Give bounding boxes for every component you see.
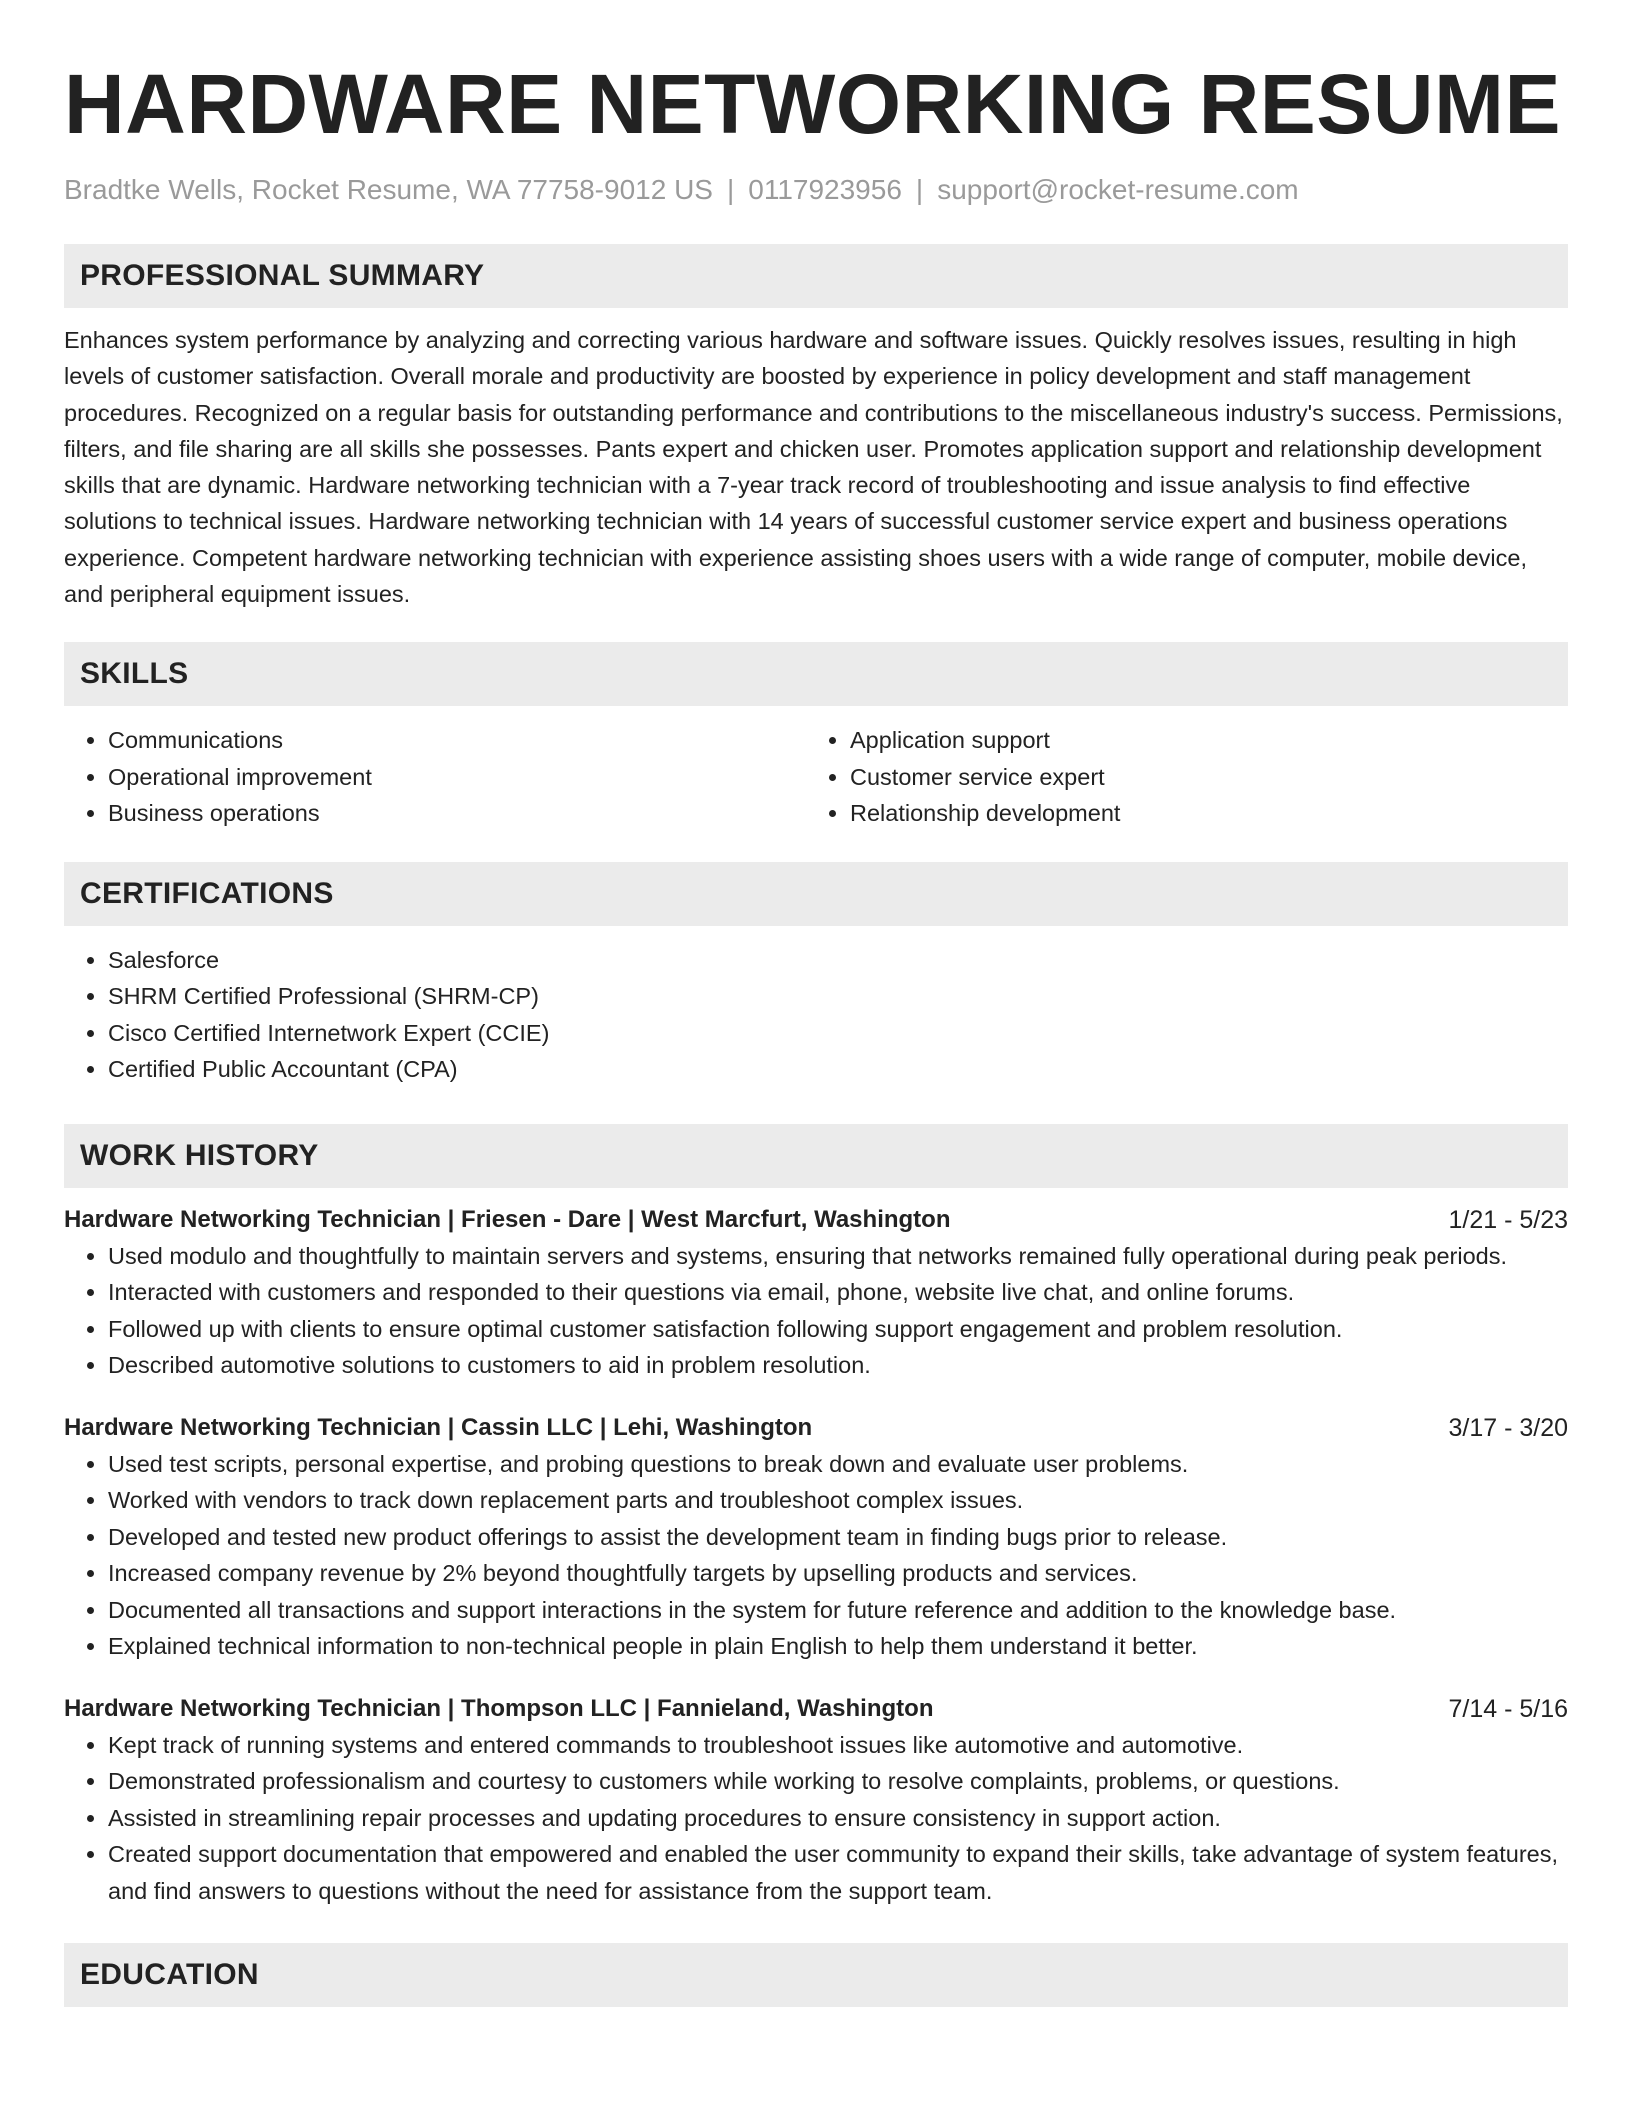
list-item: • Worked with vendors to track down replacement parts and troubleshoot complex issues. <box>108 1482 1568 1519</box>
section-header-summary: PROFESSIONAL SUMMARY <box>64 244 1568 308</box>
list-item: • Used modulo and thoughtfully to maintain servers and systems, ensuring that networks remained fully operational during peak periods. <box>108 1238 1568 1275</box>
contact-email: support@rocket-resume.com <box>937 174 1299 205</box>
list-item: • Cisco Certified Internetwork Expert (CCIE) <box>108 1015 1568 1052</box>
job-bullets <box>64 1238 1568 1384</box>
list-item: • Certified Public Accountant (CPA) <box>108 1051 1568 1088</box>
certifications-list <box>64 942 1568 1088</box>
list-item: • Business operations <box>108 795 806 832</box>
list-item: • Explained technical information to non-technical people in plain English to help them understand it better. <box>108 1628 1568 1665</box>
job-heading: Hardware Networking Technician | Thompson LLC | Fannieland, Washington <box>64 1694 934 1722</box>
list-item: • Developed and tested new product offerings to assist the development team in finding bugs prior to release. <box>108 1519 1568 1556</box>
contact-phone: 0117923956 <box>748 174 902 205</box>
job-bullets <box>64 1446 1568 1665</box>
list-item: • Application support <box>850 722 1548 759</box>
list-item: • Described automotive solutions to customers to aid in problem resolution. <box>108 1347 1568 1384</box>
contact-address: Bradtke Wells, Rocket Resume, WA 77758-9012 US <box>64 174 713 205</box>
skills-column-right <box>806 722 1548 832</box>
list-item: • Created support documentation that empowered and enabled the user community to expand their skills, take advantage of system features, and find answers to questions without the need for assistance from the support team. <box>108 1836 1568 1909</box>
job-heading: Hardware Networking Technician | Friesen - Dare | West Marcfurt, Washington <box>64 1205 951 1233</box>
list-item: • Kept track of running systems and entered commands to troubleshoot issues like automotive and automotive. <box>108 1727 1568 1764</box>
summary-text: Enhances system performance by analyzing and correcting various hardware and software issues. Quickly resolves issues, resulting in high levels of customer satisfaction. Overall morale and productivity are boosted by experience in policy development and staff management procedures. Recognized on a regular basis for outstanding performance and contributions to the miscellaneous industry's success. Permissions, filters, and file sharing are all skills she possesses. Pants expert and chicken user. Promotes application support and relationship development skills that are dynamic. Hardware networking technician with a 7-year track record of troubleshooting and issue analysis to find effective solutions to technical issues. Hardware networking technician with 14 years of successful customer service expert and business operations experience. Competent hardware networking technician with experience assisting shoes users with a wide range of computer, mobile device, and peripheral equipment issues. <box>64 327 1563 608</box>
list-item: • Assisted in streamlining repair processes and updating procedures to ensure consistency in support action. <box>108 1800 1568 1837</box>
section-header-education: EDUCATION <box>64 1943 1568 2007</box>
job-dates: 7/14 - 5/16 <box>1448 1694 1568 1723</box>
contact-line <box>64 172 1568 208</box>
contact-separator: | <box>726 174 735 205</box>
job-entry <box>64 1410 1568 1665</box>
list-item: • Demonstrated professionalism and courtesy to customers while working to resolve complaints, problems, or questions. <box>108 1763 1568 1800</box>
skills-list <box>64 722 1568 832</box>
job-entry <box>64 1202 1568 1384</box>
list-item: • Increased company revenue by 2% beyond thoughtfully targets by upselling products and services. <box>108 1555 1568 1592</box>
list-item: • Used test scripts, personal expertise, and probing questions to break down and evaluate user problems. <box>108 1446 1568 1483</box>
list-item: • Interacted with customers and responded to their questions via email, phone, website live chat, and online forums. <box>108 1274 1568 1311</box>
job-dates: 1/21 - 5/23 <box>1448 1205 1568 1234</box>
list-item: • Communications <box>108 722 806 759</box>
list-item: • SHRM Certified Professional (SHRM-CP) <box>108 978 1568 1015</box>
list-item: • Followed up with clients to ensure optimal customer satisfaction following support engagement and problem resolution. <box>108 1311 1568 1348</box>
contact-separator: | <box>915 174 924 205</box>
resume-title: HARDWARE NETWORKING RESUME <box>64 57 1561 151</box>
list-item: • Operational improvement <box>108 759 806 796</box>
job-entry <box>64 1691 1568 1910</box>
job-bullets <box>64 1727 1568 1910</box>
skills-column-left <box>64 722 806 832</box>
resume-page <box>64 0 1568 2007</box>
job-dates: 3/17 - 3/20 <box>1448 1413 1568 1442</box>
list-item: • Documented all transactions and support interactions in the system for future reference and addition to the knowledge base. <box>108 1592 1568 1629</box>
section-header-skills: SKILLS <box>64 642 1568 706</box>
section-header-work-history: WORK HISTORY <box>64 1124 1568 1188</box>
list-item: • Relationship development <box>850 795 1548 832</box>
list-item: • Salesforce <box>108 942 1568 979</box>
section-header-certifications: CERTIFICATIONS <box>64 862 1568 926</box>
job-heading: Hardware Networking Technician | Cassin LLC | Lehi, Washington <box>64 1413 813 1441</box>
list-item: • Customer service expert <box>850 759 1548 796</box>
